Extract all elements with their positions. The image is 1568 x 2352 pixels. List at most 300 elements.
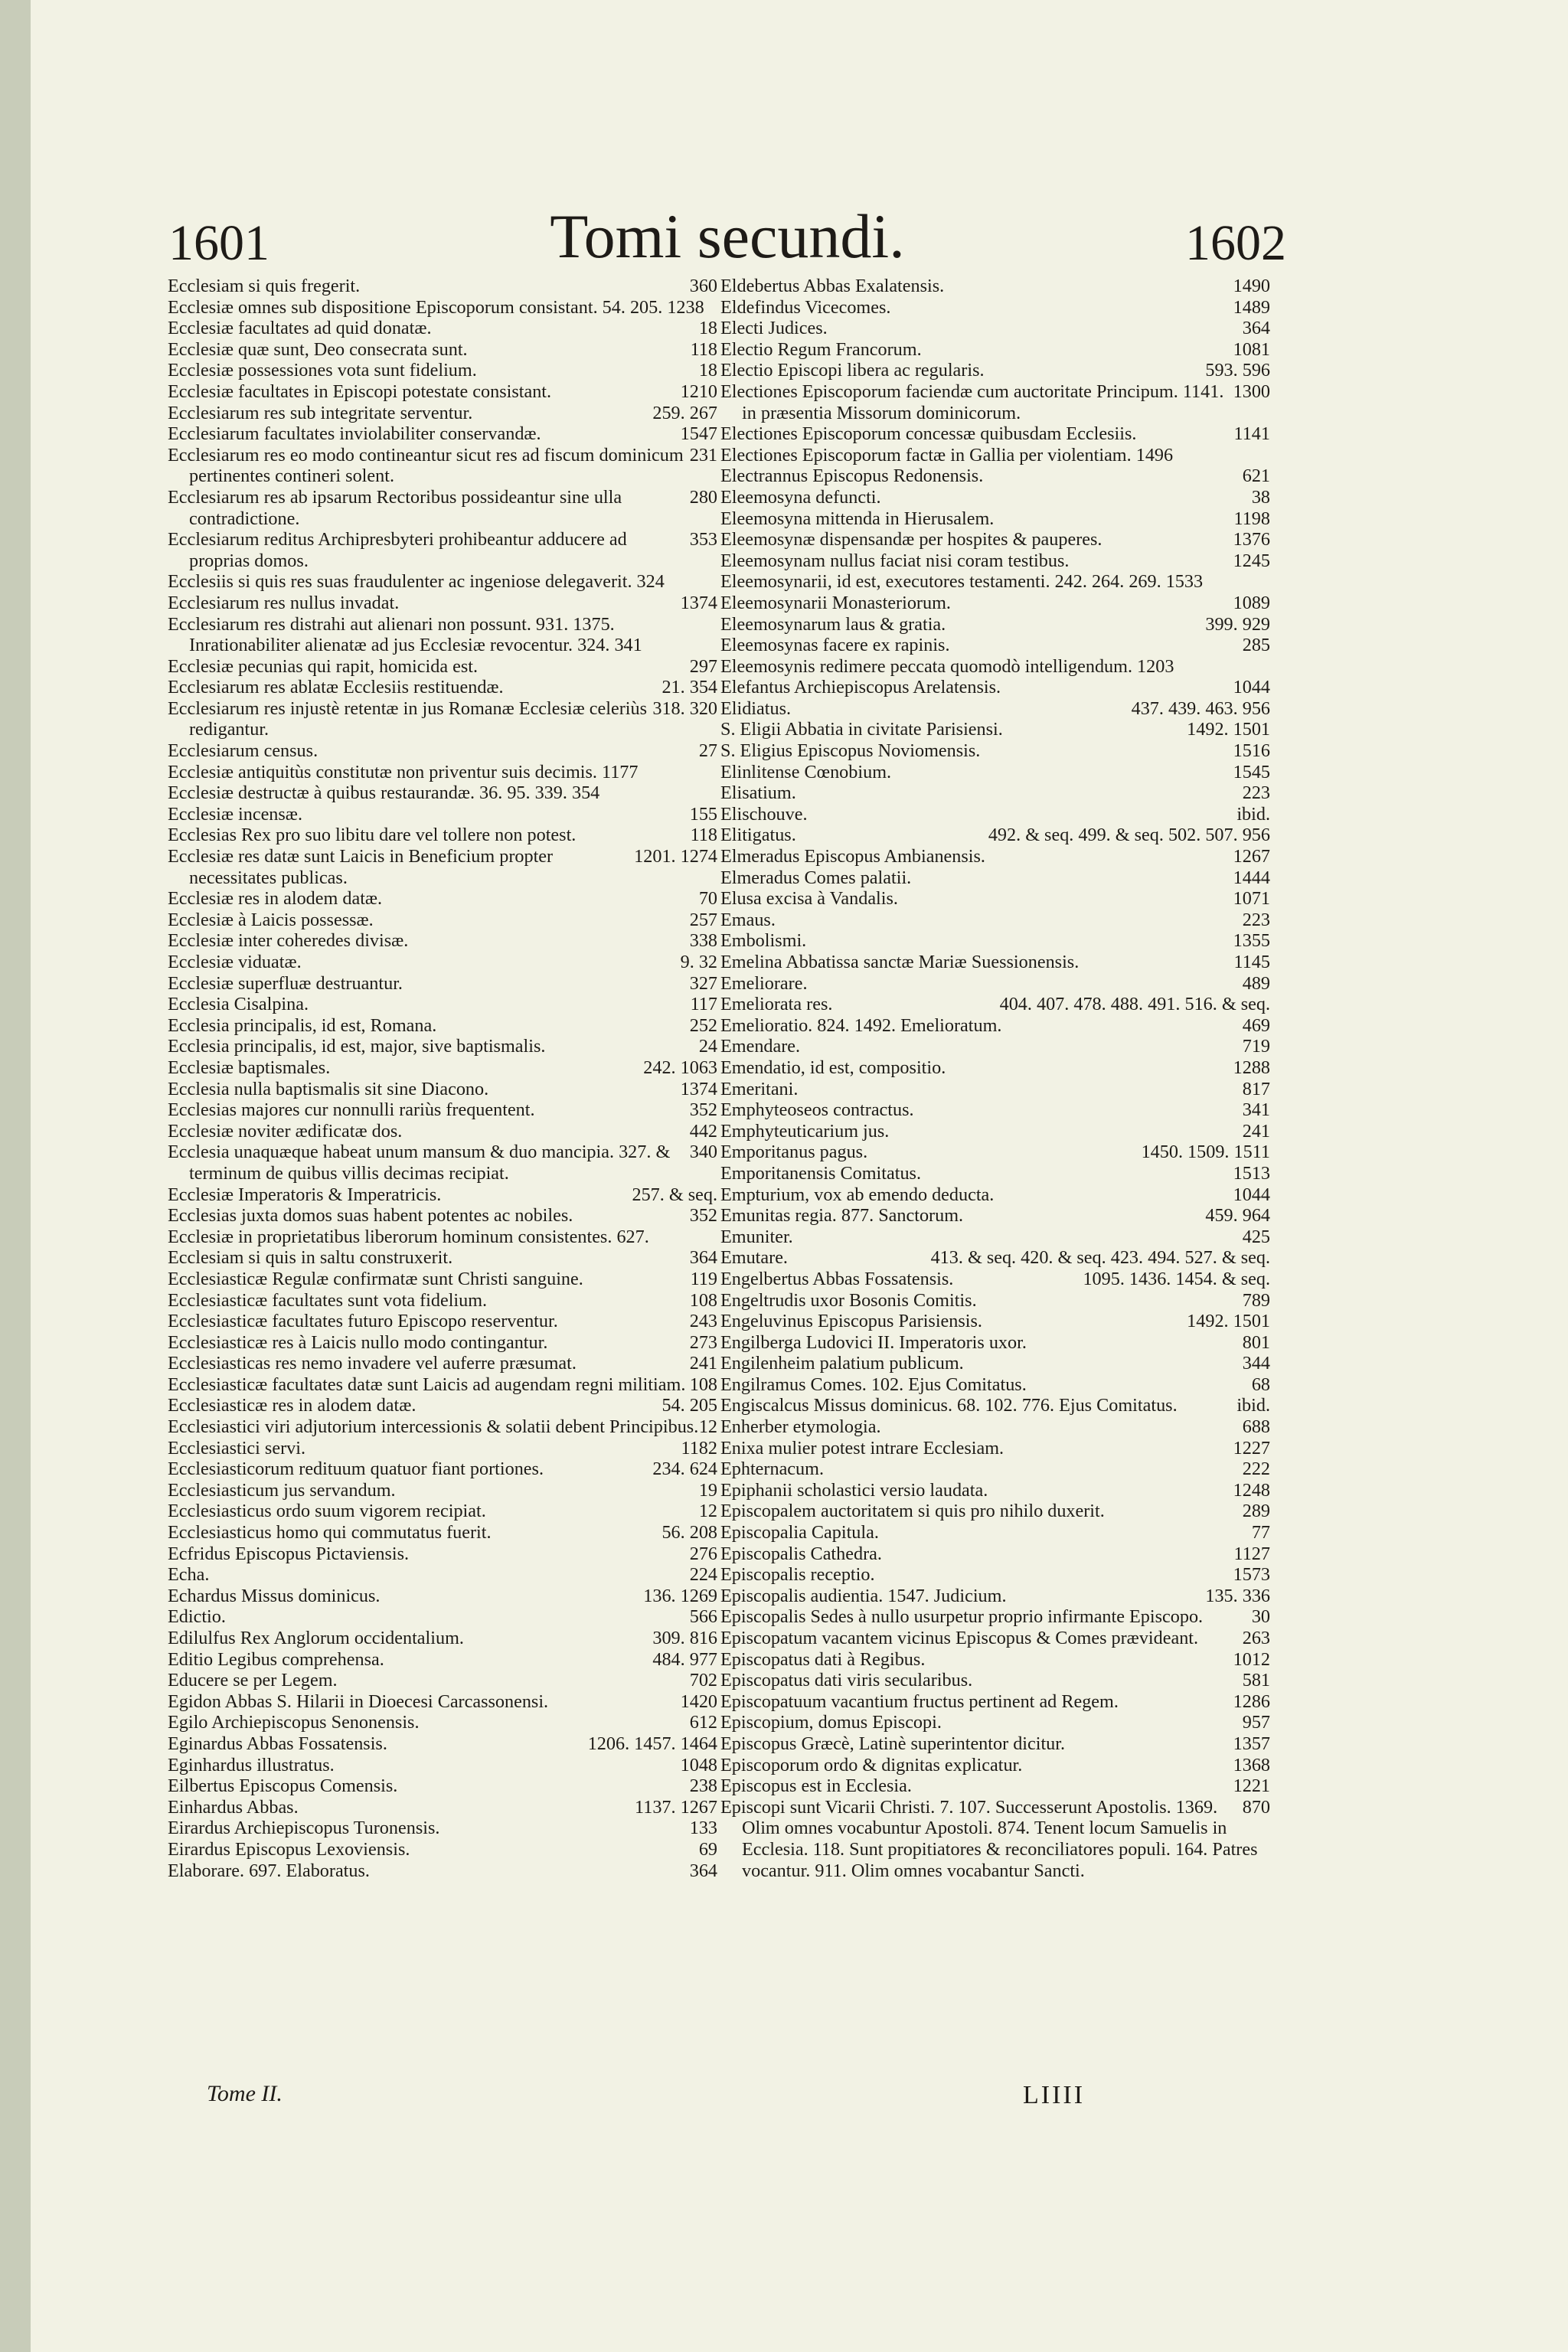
entry-text: Ecclesiæ superfluæ destruantur. <box>168 972 403 994</box>
entry-text: Ecclesiæ res datæ sunt Laicis in Beneficium propter necessitates publicas. <box>168 846 554 888</box>
index-entry <box>720 1522 1270 1544</box>
entry-text: Ecclesia principalis, id est, major, sive baptismalis. <box>168 1036 546 1057</box>
entry-reference: 1012 <box>1233 1648 1270 1670</box>
entry-reference: 69 <box>698 1838 717 1860</box>
entry-text: Eirardus Episcopus Lexoviensis. <box>168 1838 410 1860</box>
entry-reference: 1081 <box>1233 338 1270 360</box>
entry-reference: 242. 1063 <box>643 1057 717 1078</box>
entry-reference: 364 <box>689 1860 717 1881</box>
entry-reference: 263 <box>1242 1628 1270 1648</box>
entry-reference: 1492. 1501 <box>1187 719 1270 740</box>
entry-text: Eilbertus Episcopus Comensis. <box>168 1775 398 1797</box>
entry-reference: 285 <box>1242 635 1270 656</box>
entry-text: Eginardus Abbas Fossatensis. <box>168 1733 387 1754</box>
index-entry <box>720 276 1270 297</box>
index-entry <box>168 1374 717 1396</box>
index-entry <box>720 1395 1270 1416</box>
entry-text: Ecclesiæ facultates in Episcopi potestate consistant. <box>168 381 552 402</box>
entry-text: Ecclesias majores cur nonnulli rariùs frequentent. <box>168 1099 535 1121</box>
entry-reference: 593. 596 <box>1205 360 1270 381</box>
entry-reference: 327 <box>689 972 717 994</box>
entry-text: Episcopatum vacantem vicinus Episcopus & Comes prævideant. <box>720 1628 1199 1648</box>
index-entry <box>168 1353 717 1374</box>
entry-reference: 1145 <box>1233 952 1270 972</box>
index-entry <box>720 1586 1270 1607</box>
index-entry <box>168 1036 717 1057</box>
page-number-left: 1601 <box>168 215 270 271</box>
entry-reference: 1137. 1267 <box>635 1796 717 1818</box>
entry-text: Ecclesiarum res sub integritate serventur. <box>168 402 473 423</box>
entry-text: Ecclesiæ inter coheredes divisæ. <box>168 930 409 952</box>
index-entry <box>168 1015 717 1037</box>
index-entry <box>168 952 717 973</box>
entry-reference: 353 <box>689 529 717 550</box>
entry-text: Elinlitense Cœnobium. <box>720 761 892 782</box>
index-entry <box>720 656 1270 678</box>
entry-reference: 19 <box>698 1479 717 1501</box>
index-entry <box>168 804 717 825</box>
entry-reference: 1490 <box>1233 276 1270 296</box>
entry-reference: 612 <box>689 1712 717 1733</box>
entry-text: Episcopatus dati à Regibus. <box>720 1648 926 1670</box>
entry-text: Educere se per Legem. <box>168 1670 338 1691</box>
entry-reference: 77 <box>1251 1522 1270 1544</box>
entry-reference: 1182 <box>681 1437 717 1459</box>
entry-text: Ecclesiasticæ res in alodem datæ. <box>168 1395 416 1416</box>
index-entry <box>720 381 1270 423</box>
entry-text: Elischouve. <box>720 803 808 825</box>
index-entry <box>720 1205 1270 1227</box>
entry-reference: 1357 <box>1233 1733 1270 1754</box>
entry-reference: 957 <box>1242 1712 1270 1733</box>
entry-reference: 38 <box>1251 486 1270 508</box>
index-entry <box>720 635 1270 656</box>
signature-mark: LIIII <box>1023 2081 1086 2109</box>
index-entry <box>720 1079 1270 1100</box>
entry-reference: 1071 <box>1233 888 1270 910</box>
entry-reference: 688 <box>1242 1416 1270 1438</box>
index-entry <box>720 698 1270 720</box>
index-entry <box>720 571 1270 593</box>
index-entry <box>720 508 1270 530</box>
entry-reference: 341 <box>1242 1099 1270 1121</box>
entry-text: Ecclesiæ à Laicis possessæ. <box>168 909 374 930</box>
entry-reference: 252 <box>689 1014 717 1036</box>
entry-text: Ecclesiasticorum redituum quatuor fiant portiones. <box>168 1459 544 1480</box>
index-entry <box>168 994 717 1015</box>
index-entry <box>720 1184 1270 1206</box>
entry-text: Electiones Episcoporum factæ in Gallia per violentiam. 1496 <box>720 444 1174 466</box>
entry-reference: 1374 <box>680 592 717 613</box>
entry-reference: 155 <box>689 803 717 825</box>
entry-text: Edictio. <box>168 1606 226 1628</box>
index-entry <box>168 762 717 783</box>
page-header <box>168 201 1286 285</box>
entry-text: Ecclesiæ in proprietatibus liberorum hominum consistentes. 627. <box>168 1226 649 1247</box>
entry-text: Ecclesiam si quis in saltu construxerit. <box>168 1247 453 1269</box>
entry-text: S. Eligius Episcopus Noviomensis. <box>720 740 981 762</box>
entry-reference: 257. & seq. <box>632 1184 717 1205</box>
index-entry <box>168 276 717 297</box>
entry-reference: 21. 354 <box>662 677 717 698</box>
index-entry <box>720 1733 1270 1755</box>
entry-text: Emendare. <box>720 1036 801 1057</box>
entry-text: Emeritani. <box>720 1078 799 1099</box>
entry-reference: 1355 <box>1233 930 1270 952</box>
entry-reference: 719 <box>1242 1036 1270 1057</box>
entry-text: Ecclesiarum facultates inviolabiliter conservandæ. <box>168 423 541 445</box>
index-entry <box>720 1501 1270 1522</box>
entry-reference: 56. 208 <box>662 1522 717 1544</box>
entry-reference: 231 <box>689 444 717 466</box>
entry-text: Electiones Episcoporum faciendæ cum auctoritate Principum. 1141. in præsentia Missorum dominicorum. <box>720 381 1224 423</box>
index-entry <box>720 930 1270 952</box>
entry-text: Eleemosynæ dispensandæ per hospites & pauperes. <box>720 529 1102 550</box>
entry-text: Electio Regum Francorum. <box>720 338 922 360</box>
index-entry <box>720 423 1270 445</box>
index-entry <box>168 1733 717 1755</box>
index-entry <box>168 846 717 888</box>
entry-text: Episcopalia Capitula. <box>720 1522 879 1544</box>
index-entry <box>168 1797 717 1818</box>
entry-reference: 1547 <box>680 423 717 445</box>
entry-text: S. Eligii Abbatia in civitate Parisiensi. <box>720 719 1003 740</box>
index-entry <box>168 1227 717 1248</box>
index-entry <box>720 1142 1270 1163</box>
entry-text: Emendatio, id est, compositio. <box>720 1057 946 1078</box>
entry-reference: 702 <box>689 1670 717 1691</box>
index-entry <box>720 1121 1270 1142</box>
entry-reference: 1492. 1501 <box>1187 1311 1270 1332</box>
entry-reference: 1516 <box>1233 740 1270 762</box>
entry-reference: 360 <box>689 276 717 296</box>
entry-reference: 241 <box>1242 1120 1270 1142</box>
entry-text: Ecclesiis si quis res suas fraudulenter ac ingeniose delegaverit. 324 <box>168 571 665 593</box>
entry-reference: 469 <box>1242 1014 1270 1036</box>
entry-reference: 484. 977 <box>652 1648 717 1670</box>
entry-text: Ecclesiæ pecunias qui rapit, homicida est. <box>168 655 479 677</box>
entry-text: Emeliorata res. <box>720 994 833 1015</box>
index-entry <box>168 1290 717 1312</box>
entry-reference: 276 <box>689 1543 717 1564</box>
entry-reference: 340 <box>689 1142 717 1163</box>
index-entry <box>720 1099 1270 1121</box>
index-entry <box>168 677 717 698</box>
entry-text: Emunitas regia. 877. Sanctorum. <box>720 1205 964 1227</box>
entry-text: Ecclesia Cisalpina. <box>168 994 309 1015</box>
entry-text: Ecclesiasticæ facultates sunt vota fidelium. <box>168 1289 488 1311</box>
entry-reference: 399. 929 <box>1205 613 1270 635</box>
entry-text: Episcopatuum vacantium fructus pertinent ad Regem. <box>720 1690 1119 1712</box>
index-entry <box>720 614 1270 635</box>
entry-text: Ecclesiæ facultates ad quid donatæ. <box>168 318 432 339</box>
entry-text: Episcopatus dati viris secularibus. <box>720 1670 973 1691</box>
index-entry <box>168 1544 717 1565</box>
index-entry <box>720 1332 1270 1354</box>
entry-reference: 1201. 1274 <box>634 846 717 867</box>
entry-reference: 117 <box>690 994 717 1015</box>
entry-text: Ecclesia principalis, id est, Romana. <box>168 1014 437 1036</box>
entry-text: Eldefindus Vicecomes. <box>720 296 891 318</box>
entry-reference: 338 <box>689 930 717 952</box>
index-entry <box>168 1311 717 1332</box>
entry-text: Ecclesiasticæ facultates futuro Episcopo reserventur. <box>168 1311 558 1332</box>
index-entry <box>168 740 717 762</box>
entry-text: Eleemosynas facere ex rapinis. <box>720 635 950 656</box>
index-entry <box>720 297 1270 318</box>
entry-reference: 222 <box>1242 1459 1270 1480</box>
entry-text: Ecclesia unaquæque habeat unum mansum & duo mancipia. 327. & terminum de quibus villis decimas recipiat. <box>168 1142 671 1184</box>
entry-reference: 133 <box>689 1818 717 1839</box>
entry-text: Enherber etymologia. <box>720 1416 881 1438</box>
index-entry <box>720 550 1270 572</box>
entry-reference: 1048 <box>680 1754 717 1775</box>
index-entry <box>168 1755 717 1776</box>
index-entry <box>168 1480 717 1501</box>
index-entry <box>720 1691 1270 1713</box>
entry-reference: 364 <box>689 1247 717 1269</box>
entry-reference: 259. 267 <box>652 402 717 423</box>
entry-text: Ecclesia nulla baptismalis sit sine Diacono. <box>168 1078 489 1099</box>
entry-text: Editio Legibus comprehensa. <box>168 1648 384 1670</box>
entry-reference: 12 <box>698 1416 717 1438</box>
index-entry <box>168 1522 717 1544</box>
index-entry <box>168 571 717 593</box>
index-entry <box>720 360 1270 381</box>
entry-text: Einhardus Abbas. <box>168 1796 299 1818</box>
entry-text: Episcopus est in Ecclesia. <box>720 1775 912 1797</box>
index-entry <box>720 1606 1270 1628</box>
entry-reference: 489 <box>1242 972 1270 994</box>
index-entry <box>168 593 717 614</box>
index-entry <box>720 1544 1270 1565</box>
background-margin <box>0 0 31 2352</box>
entry-text: Electrannus Episcopus Redonensis. <box>720 466 984 487</box>
entry-reference: ibid. <box>1236 803 1270 825</box>
entry-reference: 801 <box>1242 1331 1270 1353</box>
entry-text: Eleemosynarii, id est, executores testamenti. 242. 264. 269. 1533 <box>720 571 1204 593</box>
index-entry <box>168 1775 717 1797</box>
entry-reference: 437. 439. 463. 956 <box>1131 697 1270 719</box>
entry-text: Ecclesiasticæ facultates datæ sunt Laicis ad augendam regni militiam. <box>168 1374 686 1395</box>
entry-reference: ibid. <box>1236 1395 1270 1416</box>
entry-reference: 1044 <box>1233 677 1270 698</box>
entry-reference: 1206. 1457. 1464 <box>587 1733 717 1754</box>
entry-text: Egidon Abbas S. Hilarii in Dioecesi Carcassonensi. <box>168 1690 549 1712</box>
entry-reference: 1368 <box>1233 1754 1270 1775</box>
index-entry <box>720 888 1270 910</box>
index-entry <box>720 339 1270 361</box>
entry-text: Emphyteuticarium jus. <box>720 1120 890 1142</box>
entry-reference: 118 <box>690 338 717 360</box>
index-entry <box>168 423 717 445</box>
entry-reference: 119 <box>690 1268 717 1289</box>
entry-reference: 9. 32 <box>680 952 717 972</box>
index-entry <box>720 1353 1270 1374</box>
entry-reference: 108 <box>689 1289 717 1311</box>
entry-text: Emutare. <box>720 1247 788 1269</box>
index-entry <box>168 1205 717 1227</box>
index-entry <box>720 1311 1270 1332</box>
entry-reference: 30 <box>1251 1606 1270 1628</box>
entry-text: Ecclesiæ Imperatoris & Imperatricis. <box>168 1184 442 1205</box>
entry-text: Elaborare. 697. Elaboratus. <box>168 1860 370 1881</box>
entry-text: Ecclesiarum res distrahi aut alienari non possunt. 931. 1375. Inrationabiliter alienatæ ad jus Ecclesiæ revocentur. 324. 341 <box>168 613 642 656</box>
index-entry <box>720 1416 1270 1438</box>
entry-reference: 364 <box>1242 318 1270 339</box>
entry-text: Ecclesiæ incensæ. <box>168 803 302 825</box>
index-entry <box>720 1459 1270 1480</box>
entry-text: Elefantus Archiepiscopus Arelatensis. <box>720 677 1001 698</box>
entry-text: Episcopalis Sedes à nullo usurpetur proprio infirmante Episcopo. <box>720 1606 1204 1628</box>
index-entry <box>720 910 1270 931</box>
index-entry <box>720 487 1270 508</box>
entry-text: Ecclesiæ destructæ à quibus restaurandæ. 36. 95. 339. 354 <box>168 782 600 804</box>
entry-reference: 1288 <box>1233 1057 1270 1078</box>
index-entry <box>168 973 717 995</box>
entry-text: Engeluvinus Episcopus Parisiensis. <box>720 1311 982 1332</box>
entry-text: Epiphanii scholastici versio laudata. <box>720 1479 988 1501</box>
entry-reference: 318. 320 <box>652 697 717 719</box>
index-entry <box>720 994 1270 1015</box>
entry-text: Engilenheim palatium publicum. <box>720 1353 964 1374</box>
entry-reference: 1089 <box>1233 592 1270 613</box>
entry-text: Eleemosynarum laus & gratia. <box>720 613 946 635</box>
index-entry <box>168 1079 717 1100</box>
index-entry <box>168 318 717 339</box>
entry-text: Emphyteoseos contractus. <box>720 1099 914 1121</box>
index-entry <box>168 297 717 318</box>
entry-reference: 108 <box>689 1374 717 1395</box>
entry-text: Eleemosyna defuncti. <box>720 486 881 508</box>
entry-reference: 234. 624 <box>652 1459 717 1480</box>
entry-reference: 241 <box>689 1353 717 1374</box>
entry-text: Ecclesiæ noviter ædificatæ dos. <box>168 1120 403 1142</box>
index-entry <box>720 846 1270 867</box>
index-entry <box>720 1057 1270 1079</box>
entry-reference: 297 <box>689 655 717 677</box>
index-entry <box>720 445 1270 466</box>
index-entry <box>168 656 717 678</box>
entry-text: Ecclesiarum res injustè retentæ in jus Romanæ Ecclesiæ celeriùs redigantur. <box>168 697 648 740</box>
entry-text: Episcopium, domus Episcopi. <box>720 1712 942 1733</box>
entry-text: Elisatium. <box>720 782 796 804</box>
entry-text: Ecclesiasticus ordo suum vigorem recipiat. <box>168 1501 486 1522</box>
entry-reference: 280 <box>689 486 717 508</box>
entry-reference: 257 <box>689 909 717 930</box>
entry-text: Eleemosyna mittenda in Hierusalem. <box>720 508 995 529</box>
index-entry <box>720 719 1270 740</box>
index-entry <box>720 1227 1270 1248</box>
index-entry <box>168 1459 717 1480</box>
entry-reference: 1300 <box>1233 381 1270 402</box>
entry-text: Edilulfus Rex Anglorum occidentalium. <box>168 1628 464 1648</box>
entry-reference: 1248 <box>1233 1479 1270 1501</box>
entry-reference: 18 <box>698 318 717 339</box>
entry-text: Egilo Archiepiscopus Senonensis. <box>168 1712 420 1733</box>
entry-text: Ecclesias Rex pro suo libitu dare vel tollere non potest. <box>168 825 577 846</box>
entry-reference: 1286 <box>1233 1690 1270 1712</box>
entry-text: Ecclesiæ antiquitùs constitutæ non priventur suis decimis. 1177 <box>168 761 639 782</box>
index-entry <box>720 1649 1270 1671</box>
entry-text: Eleemosynam nullus faciat nisi coram testibus. <box>720 550 1070 571</box>
entry-reference: 352 <box>689 1205 717 1227</box>
index-entry <box>168 1438 717 1459</box>
page-number-right: 1602 <box>1185 215 1286 271</box>
entry-reference: 136. 1269 <box>643 1585 717 1606</box>
entry-reference: 566 <box>689 1606 717 1628</box>
index-entry <box>720 318 1270 339</box>
entry-text: Ecclesiasticæ Regulæ confirmatæ sunt Christi sanguine. <box>168 1268 583 1289</box>
index-entry <box>720 593 1270 614</box>
entry-text: Ecfridus Episcopus Pictaviensis. <box>168 1543 410 1564</box>
entry-reference: 870 <box>1242 1796 1270 1818</box>
entry-reference: 425 <box>1242 1226 1270 1247</box>
entry-text: Engelbertus Abbas Fossatensis. <box>720 1268 954 1289</box>
index-entry <box>720 677 1270 698</box>
index-column-right <box>720 276 1270 1881</box>
entry-reference: 1044 <box>1233 1184 1270 1205</box>
index-entry <box>168 1099 717 1121</box>
index-entry <box>168 1839 717 1860</box>
entry-reference: 12 <box>698 1501 717 1522</box>
entry-reference: 621 <box>1242 466 1270 487</box>
index-entry <box>168 825 717 846</box>
index-entry <box>720 1247 1270 1269</box>
entry-text: Embolismi. <box>720 930 807 952</box>
index-entry <box>168 930 717 952</box>
entry-reference: 442 <box>689 1120 717 1142</box>
entry-text: Echardus Missus dominicus. <box>168 1585 381 1606</box>
entry-text: Ecclesiarum reditus Archipresbyteri prohibeantur adducere ad proprias domos. <box>168 529 627 571</box>
index-entry <box>168 888 717 910</box>
entry-text: Eirardus Archiepiscopus Turonensis. <box>168 1818 440 1839</box>
entry-text: Empturium, vox ab emendo deducta. <box>720 1184 995 1205</box>
entry-reference: 1444 <box>1233 867 1270 888</box>
page-title: Tomi secundi. <box>550 201 905 271</box>
index-entry <box>720 762 1270 783</box>
entry-reference: 1573 <box>1233 1564 1270 1586</box>
index-entry <box>168 782 717 804</box>
entry-text: Electiones Episcoporum concessæ quibusdam Ecclesiis. <box>720 423 1137 445</box>
entry-text: Ecclesiasticas res nemo invadere vel auferre præsumat. <box>168 1353 577 1374</box>
entry-text: Ecclesiæ res in alodem datæ. <box>168 888 383 910</box>
entry-reference: 224 <box>689 1564 717 1586</box>
index-entry <box>720 1480 1270 1501</box>
entry-reference: 309. 816 <box>652 1628 717 1648</box>
index-entry <box>720 825 1270 846</box>
entry-reference: 1127 <box>1233 1543 1270 1564</box>
entry-text: Ephternacum. <box>720 1459 824 1480</box>
index-entry <box>720 740 1270 762</box>
index-entry <box>720 529 1270 550</box>
index-entry <box>168 487 717 529</box>
entry-text: Episcopalis receptio. <box>720 1564 875 1586</box>
index-entry <box>720 1290 1270 1312</box>
entry-reference: 1374 <box>680 1078 717 1099</box>
entry-text: Ecclesiarum res ablatæ Ecclesiis restituendæ. <box>168 677 504 698</box>
index-entry <box>720 1670 1270 1691</box>
index-entry <box>168 1586 717 1607</box>
entry-reference: 54. 205 <box>662 1395 717 1416</box>
entry-text: Engeltrudis uxor Bosonis Comitis. <box>720 1289 977 1311</box>
index-entry <box>720 1628 1270 1649</box>
entry-reference: 1095. 1436. 1454. & seq. <box>1083 1268 1270 1289</box>
index-entry <box>168 1057 717 1079</box>
entry-text: Elidiatus. <box>720 697 792 719</box>
index-entry <box>720 1015 1270 1037</box>
entry-text: Episcopalis audientia. 1547. Judicium. <box>720 1585 1007 1606</box>
